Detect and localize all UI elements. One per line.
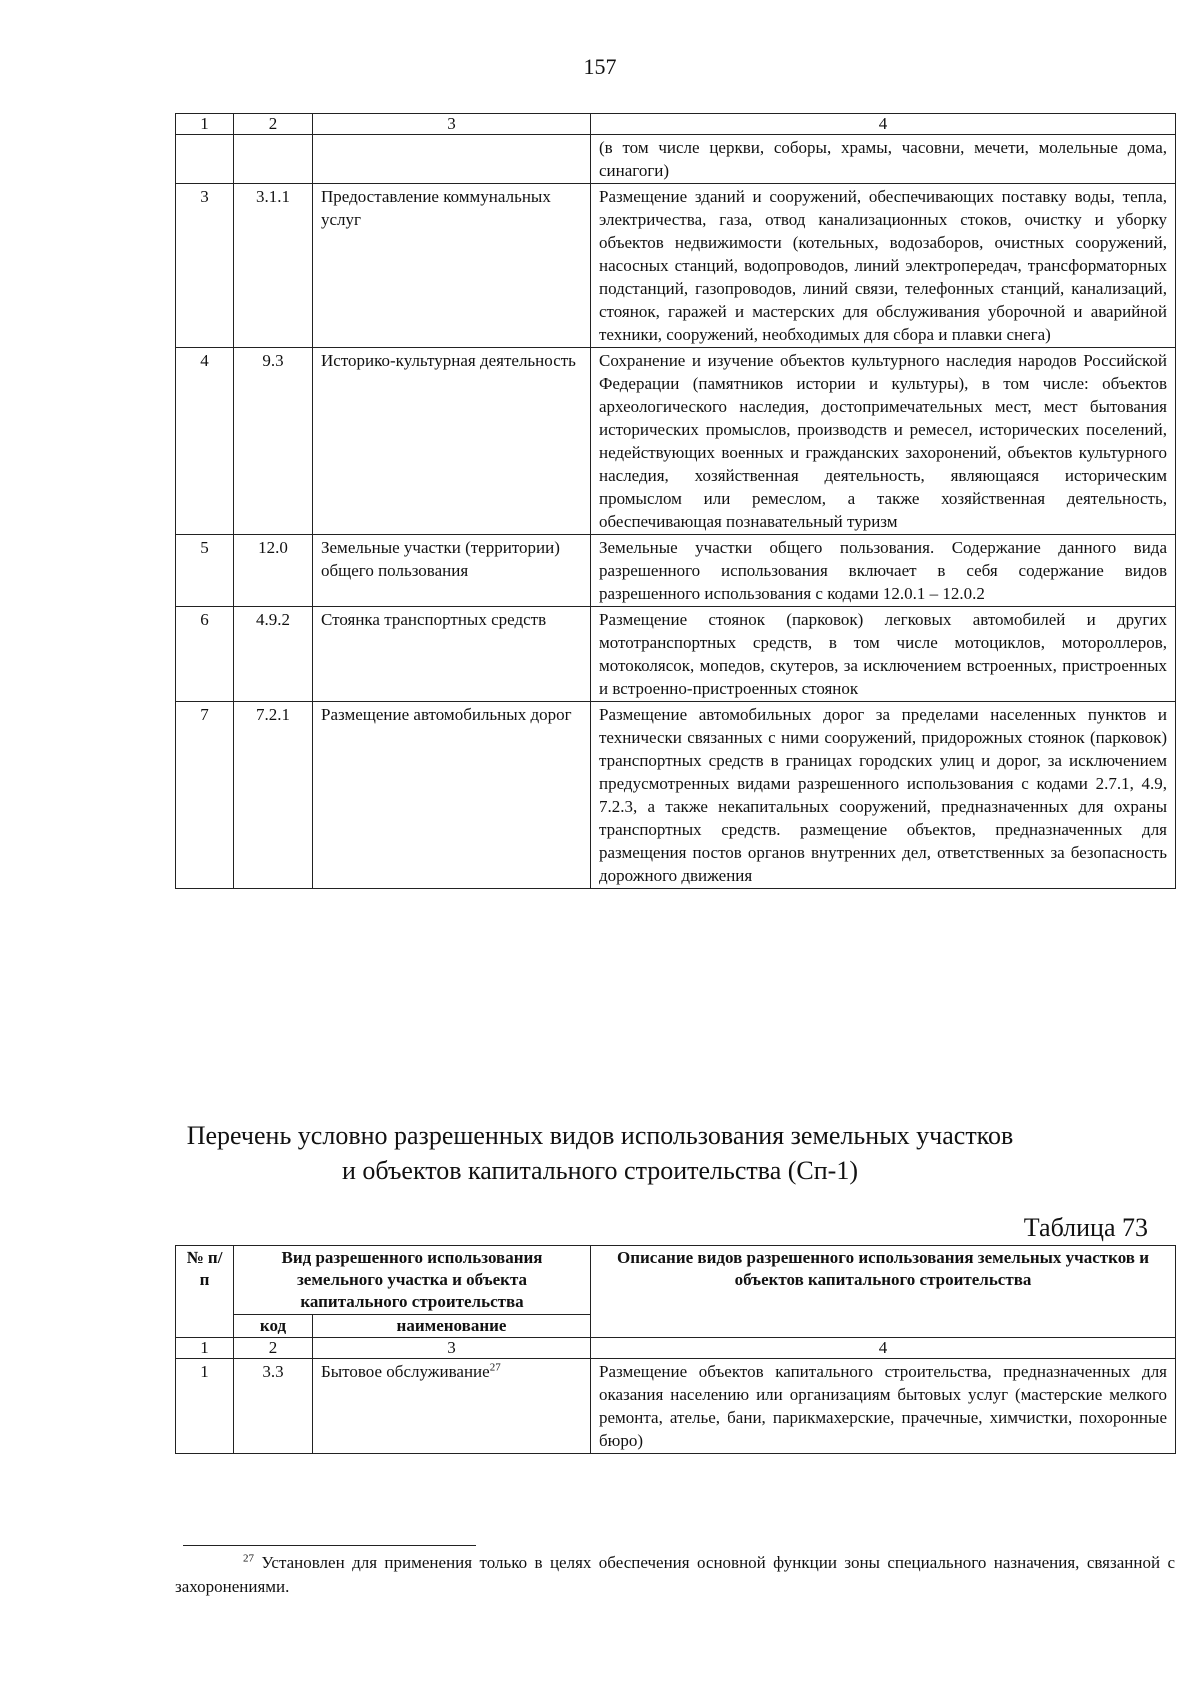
land-use-table-continued [175,113,1176,889]
header-number: № п/п [176,1246,234,1338]
row-name: Стоянка транспортных средств [313,607,591,702]
row-description: (в том числе церкви, соборы, храмы, часовни, мечети, молельные дома, синагоги) [591,135,1176,184]
row-name: Бытовое обслуживание [321,1362,490,1381]
row-description: Размещение зданий и сооружений, обеспечивающих поставку воды, тепла, электричества, газа, отвод канализационных стоков, очистку и уборку объектов недвижимости (котельных, водозаборов, очистных сооружений, насосных станций, водопроводов, линий электропередач, трансформаторных подстанций, газопроводов, линий связи, телефонных станций, канализаций, стоянок, гаражей и мастерских для обслуживания уборочной и аварийной техники, сооружений, необходимых для сбора и плавки снега) [591,184,1176,348]
row-number [176,135,234,184]
column-number-3: 3 [313,114,591,135]
table-row [176,702,1176,889]
page-number: 157 [583,54,617,79]
row-name: Историко-культурная деятельность [313,348,591,535]
table-row [176,184,1176,348]
header-use-type: Вид разрешенного использования земельного участка и объекта капитального строительства [234,1246,591,1315]
row-code: 3.1.1 [234,184,313,348]
row-number: 6 [176,607,234,702]
row-code: 12.0 [234,535,313,607]
row-number: 1 [176,1359,234,1454]
row-code [234,135,313,184]
row-name: Земельные участки (территории) общего пользования [313,535,591,607]
column-number-2: 2 [234,1338,313,1359]
header-name: наименование [313,1315,591,1338]
table-row [176,535,1176,607]
section-title-line-1: Перечень условно разрешенных видов использования земельных участков [186,1121,1014,1150]
row-name [313,135,591,184]
row-description: Размещение стоянок (парковок) легковых автомобилей и других мототранспортных средств, в том числе мотоциклов, мотороллеров, мотоколясок, мопедов, скутеров, за исключением встроенных, пристроенных и встроенно-пристроенных стоянок [591,607,1176,702]
section-title-line-2: и объектов капитального строительства (Сп-1) [341,1156,858,1185]
table-row [176,348,1176,535]
header-code: код [234,1315,313,1338]
row-number: 3 [176,184,234,348]
table-caption: Таблица 73 [1023,1213,1148,1242]
table-column-numbers [176,1338,1176,1359]
header-description: Описание видов разрешенного использования земельных участков и объектов капитального строительства [591,1246,1176,1338]
row-code: 3.3 [234,1359,313,1454]
table-row [176,1359,1176,1454]
section-title [0,1118,1200,1188]
row-number: 7 [176,702,234,889]
column-number-4: 4 [591,1338,1176,1359]
column-number-1: 1 [176,114,234,135]
column-number-3: 3 [313,1338,591,1359]
conditional-land-use-table [175,1245,1176,1454]
row-code: 7.2.1 [234,702,313,889]
footnote [175,1551,1175,1599]
column-number-2: 2 [234,114,313,135]
column-number-4: 4 [591,114,1176,135]
footnote-text: Установлен для применения только в целях обеспечения основной функции зоны специального назначения, связанной с захоронениями. [175,1553,1176,1596]
row-description: Размещение объектов капитального строительства, предназначенных для оказания населению или организациям бытовых услуг (мастерские мелкого ремонта, ателье, бани, парикмахерские, прачечные, химчистки, похоронные бюро) [591,1359,1176,1454]
row-number: 4 [176,348,234,535]
row-number: 5 [176,535,234,607]
footnote-separator [183,1545,476,1546]
footnote-mark: 27 [243,1552,254,1565]
row-code: 9.3 [234,348,313,535]
table-column-numbers [176,114,1176,135]
table-row [176,135,1176,184]
row-description: Сохранение и изучение объектов культурного наследия народов Российской Федерации (памятников истории и культуры), в том числе: объектов археологического наследия, достопримечательных мест, мест бытования исторических промыслов, производств и ремесел, исторических поселений, недействующих военных и гражданских захоронений, объектов культурного наследия, хозяйственная деятельность, являющаяся историческим промыслом или ремеслом, а также хозяйственная деятельность, обеспечивающая познавательный туризм [591,348,1176,535]
row-name: Предоставление коммунальных услуг [313,184,591,348]
footnote-reference[interactable]: 27 [489,1361,501,1374]
row-name: Размещение автомобильных дорог [313,702,591,889]
row-description: Размещение автомобильных дорог за пределами населенных пунктов и технически связанных с ними сооружений, придорожных стоянок (парковок) транспортных средств в границах городских улиц и дорог, за исключением предусмотренных видами разрешенного использования с кодами 2.7.1, 4.9, 7.2.3, а также некапитальных сооружений, предназначенных для охраны транспортных средств. размещение объектов, предназначенных для размещения постов органов внутренних дел, ответственных за безопасность дорожного движения [591,702,1176,889]
row-code: 4.9.2 [234,607,313,702]
row-description: Земельные участки общего пользования. Содержание данного вида разрешенного использования включает в себя содержание видов разрешенного использования с кодами 12.0.1 – 12.0.2 [591,535,1176,607]
table-header-row [176,1246,1176,1315]
row-name-cell [313,1359,591,1454]
table-row [176,607,1176,702]
column-number-1: 1 [176,1338,234,1359]
